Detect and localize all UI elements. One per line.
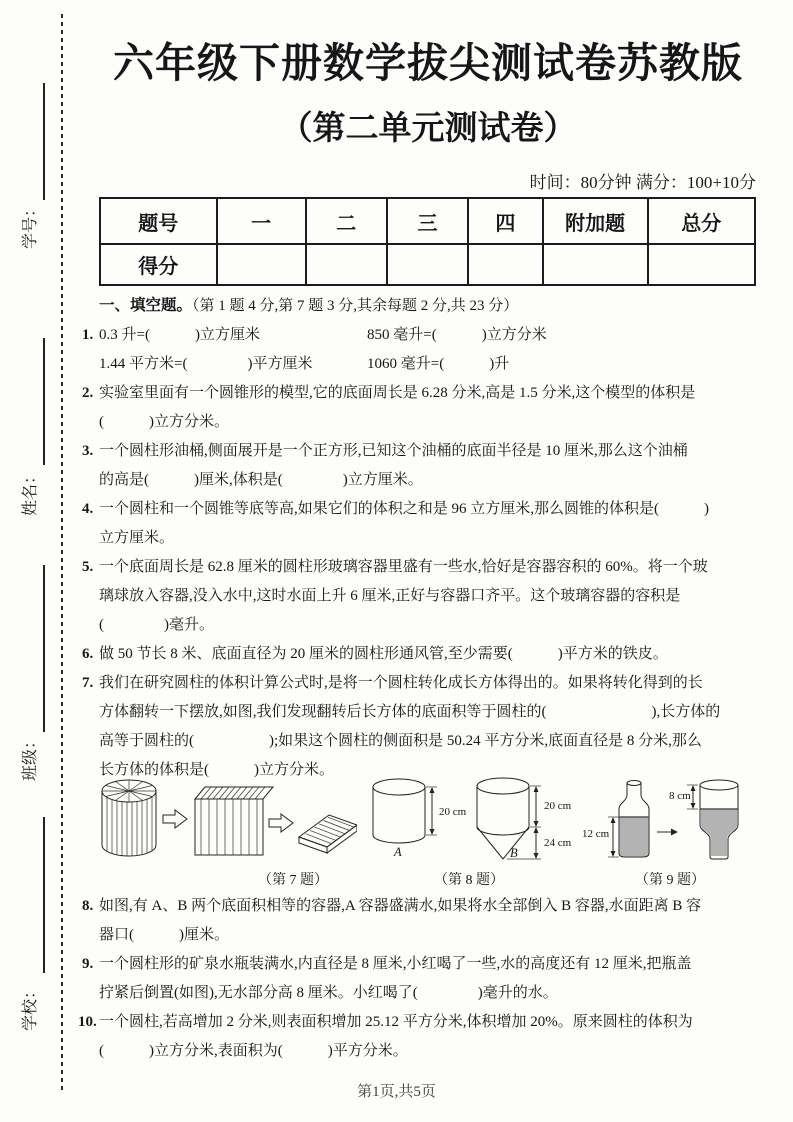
question-9 bbox=[82, 950, 759, 1008]
page-number: 第1页,共5页 bbox=[357, 1084, 436, 1100]
pour-arrow-icon bbox=[671, 829, 678, 836]
write-line-student-id bbox=[43, 83, 45, 200]
score-cell bbox=[387, 244, 468, 285]
score-header-cell: 题号 bbox=[100, 198, 217, 244]
question-8 bbox=[82, 892, 759, 950]
score-cell bbox=[648, 244, 755, 285]
question-number: 10. bbox=[78, 1014, 97, 1030]
question-text: 一个圆柱和一个圆锥等底等高,如果它们的体积之和是 96 立方厘米,那么圆锥的体积是( ) bbox=[99, 501, 709, 517]
score-header-cell: 四 bbox=[468, 198, 543, 244]
question-text: 做 50 节长 8 米、底面直径为 20 厘米的圆柱形通风管,至少需要( )平方米的铁皮。 bbox=[99, 646, 668, 662]
container-b-label: B bbox=[509, 846, 518, 860]
question-text: 0.3 升=( )立方厘米 bbox=[99, 327, 260, 343]
questions-section bbox=[78, 291, 759, 1066]
figure-q8-containers bbox=[367, 777, 572, 890]
time-score-info: 时间：80分钟 满分：100+10分 bbox=[529, 173, 756, 192]
question-text: 一个底面周长是 62.8 厘米的圆柱形玻璃容器里盛有一些水,恰好是容器容积的 60%。将一个玻 bbox=[99, 559, 708, 575]
container-a-label: A bbox=[393, 845, 402, 859]
question-text: 如图,有 A、B 两个底面积相等的容器,A 容器盛满水,如果将水全部倒入 B 容器,水面距离 B 容 bbox=[99, 898, 702, 914]
score-header-cell: 总分 bbox=[648, 198, 755, 244]
question-text: ( )立方分米,表面积为( )平方分米。 bbox=[99, 1043, 408, 1059]
score-header-cell: 二 bbox=[306, 198, 387, 244]
score-row-label: 得分 bbox=[100, 244, 217, 285]
transform-arrow-icon bbox=[163, 810, 187, 828]
score-cell bbox=[306, 244, 387, 285]
figure-caption: （第 8 题） bbox=[434, 873, 504, 888]
section-heading bbox=[99, 291, 759, 321]
question-3 bbox=[82, 437, 759, 495]
question-text: 长方体的体积是( )立方分米。 bbox=[99, 762, 334, 778]
question-text: 立方厘米。 bbox=[99, 530, 175, 546]
score-header-cell: 三 bbox=[387, 198, 468, 244]
question-text: 1.44 平方米=( )平方厘米 bbox=[99, 356, 313, 372]
water-bottle-diagram bbox=[581, 777, 759, 861]
question-6 bbox=[82, 640, 759, 669]
score-header-cell: 一 bbox=[217, 198, 306, 244]
question-5 bbox=[82, 553, 759, 640]
question-2 bbox=[82, 379, 759, 437]
dimension-label: 20 cm bbox=[438, 806, 466, 818]
question-text: 1060 毫升=( )升 bbox=[367, 356, 510, 372]
question-text: 高等于圆柱的( );如果这个圆柱的侧面积是 50.24 平方分米,底面直径是 8 分米,那么 bbox=[99, 733, 702, 749]
figure-q9-bottles bbox=[581, 777, 759, 890]
question-text: 一个圆柱形的矿泉水瓶装满水,内直径是 8 厘米,小红喝了一些,水的高度还有 12 厘米,把瓶盖 bbox=[99, 956, 692, 972]
question-text: 一个圆柱形油桶,侧面展开是一个正方形,已知这个油桶的底面半径是 10 厘米,那么这个油桶 bbox=[99, 443, 688, 459]
question-number: 4. bbox=[82, 501, 94, 517]
question-number: 5. bbox=[82, 559, 94, 575]
page-title: 六年级下册数学拔尖测试卷苏教版 bbox=[113, 40, 743, 86]
question-text: 方体翻转一下摆放,如图,我们发现翻转后长方体的底面积等于圆柱的( ),长方体的 bbox=[99, 704, 721, 720]
margin-label-name: 姓名： bbox=[22, 468, 39, 517]
question-4 bbox=[82, 495, 759, 553]
score-cell bbox=[468, 244, 543, 285]
section-title: 一、填空题。 bbox=[99, 297, 193, 314]
question-text: 我们在研究圆柱的体积计算公式时,是将一个圆柱转化成长方体得出的。如果将转化得到的长 bbox=[99, 675, 703, 691]
question-10 bbox=[78, 1008, 759, 1066]
figure-caption: （第 7 题） bbox=[258, 873, 328, 888]
question-text: 拧紧后倒置(如图),无水部分高 8 厘米。小红喝了( )毫升的水。 bbox=[99, 985, 558, 1001]
score-header-cell: 附加题 bbox=[543, 198, 648, 244]
question-text: 璃球放入容器,没入水中,这时水面上升 6 厘米,正好与容器口齐平。这个玻璃容器的容积是 bbox=[99, 588, 681, 604]
cylinder-transformation-diagram bbox=[99, 777, 357, 861]
question-text: 实验室里面有一个圆锥形的模型,它的底面周长是 6.28 分米,高是 1.5 分米,这个模型的体积是 bbox=[99, 385, 696, 401]
box-top-hatch bbox=[201, 787, 265, 799]
write-line-school bbox=[43, 817, 45, 973]
dimension-label: 8 cm bbox=[669, 790, 691, 802]
question-text: ( )毫升。 bbox=[99, 617, 214, 633]
write-line-name bbox=[43, 338, 45, 465]
figures-row bbox=[99, 786, 759, 890]
margin-label-student-id: 学号： bbox=[22, 201, 39, 250]
write-line-class bbox=[43, 565, 45, 732]
dimension-label: 12 cm bbox=[582, 828, 610, 840]
score-table-score-row bbox=[100, 244, 755, 285]
cylinder-stripes bbox=[107, 797, 152, 856]
question-1 bbox=[82, 321, 759, 379]
figure-caption: （第 9 题） bbox=[635, 873, 705, 888]
question-number: 8. bbox=[82, 898, 94, 914]
transform-arrow-icon bbox=[269, 814, 293, 832]
figure-q7-cylinder-to-cuboid bbox=[99, 777, 357, 890]
question-number: 2. bbox=[82, 385, 94, 401]
box-front-stripes bbox=[201, 799, 257, 855]
score-table-header-row bbox=[100, 198, 755, 244]
question-number: 7. bbox=[82, 675, 94, 691]
question-text: ( )立方分米。 bbox=[99, 414, 229, 430]
question-text: 器口( )厘米。 bbox=[99, 927, 229, 943]
containers-a-b-diagram bbox=[367, 777, 572, 861]
page-subtitle: （第二单元测试卷） bbox=[279, 111, 577, 147]
question-7 bbox=[82, 669, 759, 785]
question-number: 9. bbox=[82, 956, 94, 972]
dimension-label: 24 cm bbox=[543, 837, 571, 849]
section-note: （第 1 题 4 分,第 7 题 3 分,其余每题 2 分,共 23 分） bbox=[192, 298, 519, 314]
score-cell bbox=[543, 244, 648, 285]
question-number: 1. bbox=[82, 327, 94, 343]
question-text: 一个圆柱,若高增加 2 分米,则表面积增加 25.12 平方分米,体积增加 20%。原来圆柱的体积为 bbox=[99, 1014, 693, 1030]
score-cell bbox=[217, 244, 306, 285]
margin-label-class: 班级： bbox=[22, 733, 39, 782]
question-number: 3. bbox=[82, 443, 94, 459]
margin-label-school: 学校： bbox=[22, 983, 39, 1032]
question-number: 6. bbox=[82, 646, 94, 662]
dimension-label: 20 cm bbox=[543, 800, 571, 812]
question-text: 的高是( )厘米,体积是( )立方厘米。 bbox=[99, 472, 423, 488]
question-text: 850 毫升=( )立方分米 bbox=[367, 327, 547, 343]
seal-dashed-line bbox=[61, 14, 63, 1090]
score-table bbox=[99, 197, 756, 286]
